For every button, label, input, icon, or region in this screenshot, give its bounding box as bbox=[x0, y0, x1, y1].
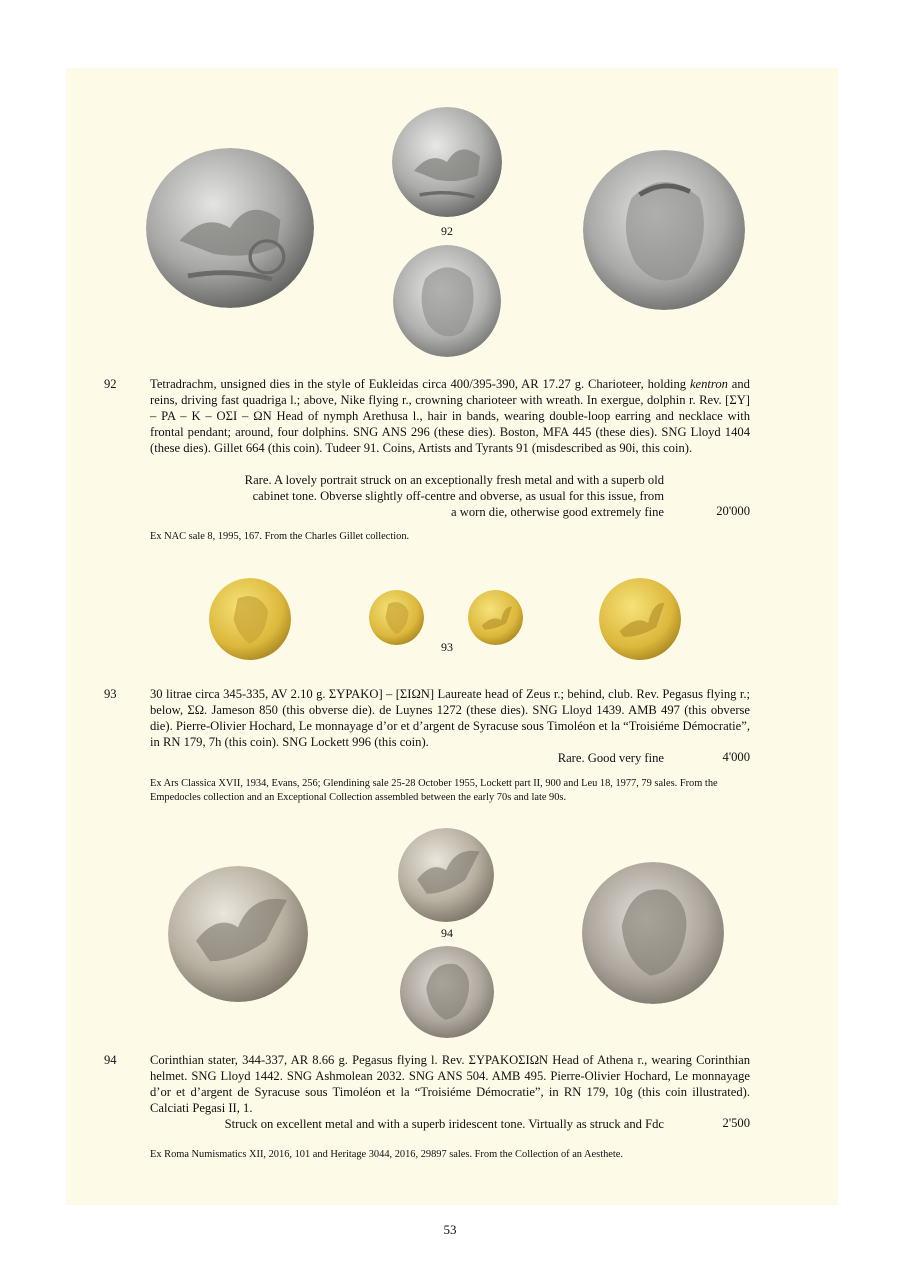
coin-92-obverse-small bbox=[392, 107, 502, 217]
lot-94-condition: Struck on excellent metal and with a superb iridescent tone. Virtually as struck and Fdc bbox=[224, 1117, 664, 1131]
coin-93-obverse-large bbox=[209, 578, 291, 660]
coin-93-obverse-small bbox=[369, 590, 424, 645]
lot-92-condition: Rare. A lovely portrait struck on an exceptionally fresh metal and with a superb old cabinet tone. Obverse slightly off-centre and obverse, as usual for this issue, from a worn die, otherwise good extremely fine bbox=[244, 473, 664, 519]
figure-label-92: 92 bbox=[441, 224, 453, 238]
lot-93-price: 4'000 bbox=[722, 750, 750, 764]
lot-number: 92 bbox=[104, 377, 117, 391]
lot-94-price: 2'500 bbox=[722, 1116, 750, 1130]
lot-92-price: 20'000 bbox=[716, 504, 750, 518]
coin-92-obverse-large bbox=[146, 148, 314, 308]
figure-label-94: 94 bbox=[441, 926, 453, 940]
lot-description: Tetradrachm, unsigned dies in the style of Eukleidas circa 400/395-390, AR 17.27 g. Charioteer, holding kentron and reins, driving fast quadriga l.; above, Nike flying r., crowning charioteer with wreath. In exergue, dolphin r. Rev. [ΣY] – PA – K – OΣI – ΩN Head of nymph Arethusa l., hair in bands, wearing double-loop earring and necklace with frontal pendant; around, four dolphins. SNG ANS 296 (these dies). Boston, MFA 445 (these dies). SNG Lloyd 1404 (these dies). Gillet 664 (this coin). Tudeer 91. Coins, Artists and Tyrants 91 (misdescribed as 90i, this coin). bbox=[150, 377, 750, 455]
lot-92-provenance: Ex NAC sale 8, 1995, 167. From the Charles Gillet collection. bbox=[150, 531, 410, 542]
coin-92-reverse-small bbox=[393, 245, 501, 357]
coin-94-reverse-small bbox=[400, 946, 494, 1038]
coin-93-reverse-small bbox=[468, 590, 523, 645]
figure-label-93: 93 bbox=[441, 640, 453, 654]
lot-description: Corinthian stater, 344-337, AR 8.66 g. Pegasus flying l. Rev. ΣYPAKOΣIΩN Head of Athena r., wearing Corinthian helmet. SNG Lloyd 1442. SNG Ashmolean 2032. SNG ANS 504. AMB 495. Pierre-Olivier Hochard, Le monnayage d’or et d’argent de Syracuse sous Timoléon et la “Troisiéme Démocratie”, in RN 179, 10g (this coin illustrated). Calciati Pegasi II, 1. bbox=[150, 1053, 750, 1115]
lot-description: 30 litrae circa 345-335, AV 2.10 g. ΣYPAKO] – [ΣIΩN] Laureate head of Zeus r.; behind, club. Rev. Pegasus flying r.; below, ΣΩ. Jameson 850 (this obverse die). de Luynes 1272 (these dies). SNG Lloyd 1439. AMB 497 (this obverse die). Pierre-Olivier Hochard, Le monnayage d’or et d’argent de Syracuse sous Timoléon et la “Troisiéme Démocratie”, in RN 179, 7h (this coin). SNG Lockett 996 (this coin). bbox=[150, 687, 750, 749]
coin-93-reverse-large bbox=[599, 578, 681, 660]
coin-92-reverse-large bbox=[583, 150, 745, 310]
lot-93-condition: Rare. Good very fine bbox=[557, 751, 664, 765]
page-number: 53 bbox=[443, 1222, 457, 1237]
lot-number: 94 bbox=[104, 1053, 117, 1067]
coin-94-obverse-small bbox=[398, 828, 494, 922]
lot-number: 93 bbox=[104, 687, 117, 701]
coin-94-reverse-large bbox=[582, 862, 724, 1004]
lot-94-provenance: Ex Roma Numismatics XII, 2016, 101 and Heritage 3044, 2016, 29897 sales. From the Collection of an Aesthete. bbox=[150, 1149, 623, 1160]
lot-93-provenance: Ex Ars Classica XVII, 1934, Evans, 256; Glendining sale 25-28 October 1955, Lockett part II, 900 and Leu 18, 1977, 79 sales. From the Empedocles collection and an Exceptional Collection assembled between the early 70s and late 90s. bbox=[150, 778, 718, 803]
coin-94-obverse-large bbox=[168, 866, 308, 1002]
